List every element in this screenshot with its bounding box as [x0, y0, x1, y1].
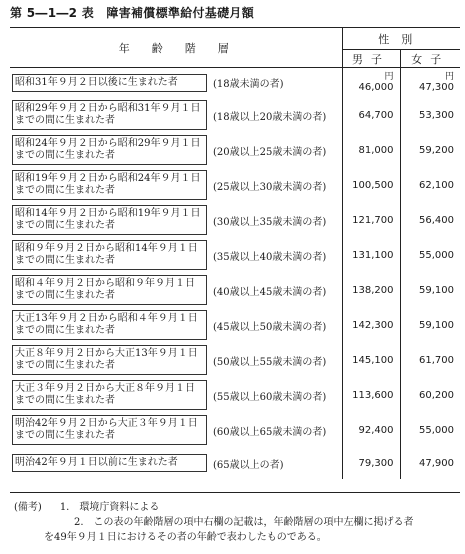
male-amount-cell — [342, 168, 400, 203]
age-range-cell — [207, 133, 342, 168]
unit-yen-male: 円 — [384, 71, 394, 82]
male-amount-cell — [342, 68, 400, 98]
birth-period: 大正８年９月２日から大正13年９月１日までの間に生まれた者 — [12, 345, 207, 375]
age-range: (40歳以上45歳未満の者) — [213, 286, 327, 298]
birth-period-cell — [10, 343, 207, 378]
female-amount-cell — [400, 378, 460, 413]
birth-period: 昭和９年９月２日から昭和14年９月１日までの間に生まれた者 — [12, 240, 207, 270]
birth-period: 大正３年９月２日から大正８年９月１日までの間に生まれた者 — [12, 380, 207, 410]
male-amount: 79,300 — [358, 457, 394, 469]
age-range: (65歳以上の者) — [213, 459, 284, 471]
birth-period: 昭和29年９月２日から昭和31年９月１日までの間に生まれた者 — [12, 100, 207, 130]
female-amount-cell — [400, 273, 460, 308]
age-range-cell — [207, 98, 342, 133]
table-row — [10, 308, 460, 343]
male-amount-cell — [342, 273, 400, 308]
note-2b: を49年９月１日におけるその者の年齢で表わしたものである。 — [44, 532, 327, 543]
male-amount-cell — [342, 308, 400, 343]
note-2a: 2. この表の年齢階層の項中右欄の記載は，年齢階層の項中左欄に掲げる者 — [74, 517, 414, 528]
birth-period-cell — [10, 133, 207, 168]
female-amount: 59,100 — [419, 284, 454, 296]
birth-period-cell — [10, 238, 207, 273]
female-amount: 59,200 — [419, 144, 454, 156]
table-row — [10, 168, 460, 203]
male-amount-cell — [342, 448, 400, 479]
age-range: (55歳以上60歳未満の者) — [213, 391, 327, 403]
birth-period: 昭和14年９月２日から昭和19年９月１日までの間に生まれた者 — [12, 205, 207, 235]
female-amount-cell — [400, 413, 460, 448]
birth-period: 大正13年９月２日から昭和４年９月１日までの間に生まれた者 — [12, 310, 207, 340]
age-range: (30歳以上35歳未満の者) — [213, 216, 327, 228]
table-row — [10, 448, 460, 479]
table-row — [10, 378, 460, 413]
benefit-table — [10, 27, 460, 479]
female-amount: 56,400 — [419, 214, 454, 226]
male-amount: 81,000 — [358, 144, 394, 156]
age-range-cell — [207, 378, 342, 413]
birth-period: 昭和19年９月２日から昭和24年９月１日までの間に生まれた者 — [12, 170, 207, 200]
age-range-cell — [207, 308, 342, 343]
male-amount-cell — [342, 238, 400, 273]
male-amount: 138,200 — [352, 284, 394, 296]
age-range: (18歳未満の者) — [213, 79, 284, 91]
female-amount: 60,200 — [419, 389, 454, 401]
male-amount-cell — [342, 343, 400, 378]
birth-period-cell — [10, 168, 207, 203]
male-amount-cell — [342, 203, 400, 238]
male-amount-cell — [342, 133, 400, 168]
male-header: 男子 — [342, 50, 400, 68]
male-amount: 64,700 — [358, 109, 394, 121]
male-amount: 100,500 — [352, 179, 394, 191]
age-range-cell — [207, 168, 342, 203]
birth-period: 明治42年９月１日以前に生まれた者 — [12, 454, 207, 472]
table-row — [10, 343, 460, 378]
age-range: (60歳以上65歳未満の者) — [213, 426, 327, 438]
age-range: (45歳以上50歳未満の者) — [213, 321, 327, 333]
female-amount: 62,100 — [419, 179, 454, 191]
female-amount-cell — [400, 308, 460, 343]
age-range-cell — [207, 203, 342, 238]
age-range-cell — [207, 343, 342, 378]
table-row — [10, 238, 460, 273]
age-range: (50歳以上55歳未満の者) — [213, 356, 327, 368]
female-amount: 61,700 — [419, 354, 454, 366]
male-amount: 142,300 — [352, 319, 394, 331]
female-amount-cell — [400, 448, 460, 479]
age-group-header: 年齢階層 — [10, 28, 342, 68]
birth-period-cell — [10, 203, 207, 238]
table-row — [10, 413, 460, 448]
birth-period-cell — [10, 273, 207, 308]
age-range: (25歳以上30歳未満の者) — [213, 181, 327, 193]
note-1: 1. 環境庁資料による — [59, 502, 160, 513]
birth-period-cell — [10, 448, 207, 479]
age-range: (35歳以上40歳未満の者) — [213, 251, 327, 263]
female-amount-cell — [400, 68, 460, 98]
male-amount: 92,400 — [358, 424, 394, 436]
table-row — [10, 133, 460, 168]
bottom-rule — [10, 492, 460, 493]
female-amount: 47,900 — [419, 457, 454, 469]
age-range-cell — [207, 448, 342, 479]
table-row — [10, 273, 460, 308]
birth-period: 昭和24年９月２日から昭和29年９月１日までの間に生まれた者 — [12, 135, 207, 165]
female-header: 女子 — [400, 50, 460, 68]
male-amount: 145,100 — [352, 354, 394, 366]
male-amount-cell — [342, 378, 400, 413]
female-amount-cell — [400, 343, 460, 378]
male-amount: 46,000 — [358, 81, 394, 93]
female-amount: 53,300 — [419, 109, 454, 121]
table-row — [10, 68, 460, 98]
age-range: (18歳以上20歳未満の者) — [213, 111, 327, 123]
birth-period-cell — [10, 413, 207, 448]
birth-period: 明治42年９月２日から大正３年９月１日までの間に生まれた者 — [12, 415, 207, 445]
female-amount: 59,100 — [419, 319, 454, 331]
age-range: (20歳以上25歳未満の者) — [213, 146, 327, 158]
female-amount: 47,300 — [419, 81, 454, 93]
female-amount-cell — [400, 98, 460, 133]
notes-label: (備考) — [14, 502, 42, 513]
male-amount: 113,600 — [352, 389, 394, 401]
table-body — [10, 68, 460, 479]
birth-period-cell — [10, 308, 207, 343]
note-line-1 — [14, 500, 414, 515]
birth-period: 昭和４年９月２日から昭和９年９月１日までの間に生まれた者 — [12, 275, 207, 305]
age-range-cell — [207, 238, 342, 273]
birth-period-cell — [10, 378, 207, 413]
male-amount-cell — [342, 413, 400, 448]
female-amount-cell — [400, 238, 460, 273]
table-row — [10, 98, 460, 133]
unit-yen-female: 円 — [444, 71, 454, 82]
age-range-cell — [207, 413, 342, 448]
male-amount-cell — [342, 98, 400, 133]
age-range-cell — [207, 273, 342, 308]
female-amount-cell — [400, 168, 460, 203]
birth-period-cell — [10, 68, 207, 98]
female-amount: 55,000 — [419, 249, 454, 261]
female-amount: 55,000 — [419, 424, 454, 436]
birth-period: 昭和31年９月２日以後に生まれた者 — [12, 74, 207, 92]
table-title: 第 5―1―2 表 障害補償標準給付基礎月額 — [10, 6, 255, 20]
male-amount: 121,700 — [352, 214, 394, 226]
table-row — [10, 203, 460, 238]
male-amount: 131,100 — [352, 249, 394, 261]
notes — [14, 500, 414, 545]
birth-period-cell — [10, 98, 207, 133]
age-range-cell — [207, 68, 342, 98]
sex-header: 性別 — [342, 28, 460, 50]
female-amount-cell — [400, 203, 460, 238]
female-amount-cell — [400, 133, 460, 168]
